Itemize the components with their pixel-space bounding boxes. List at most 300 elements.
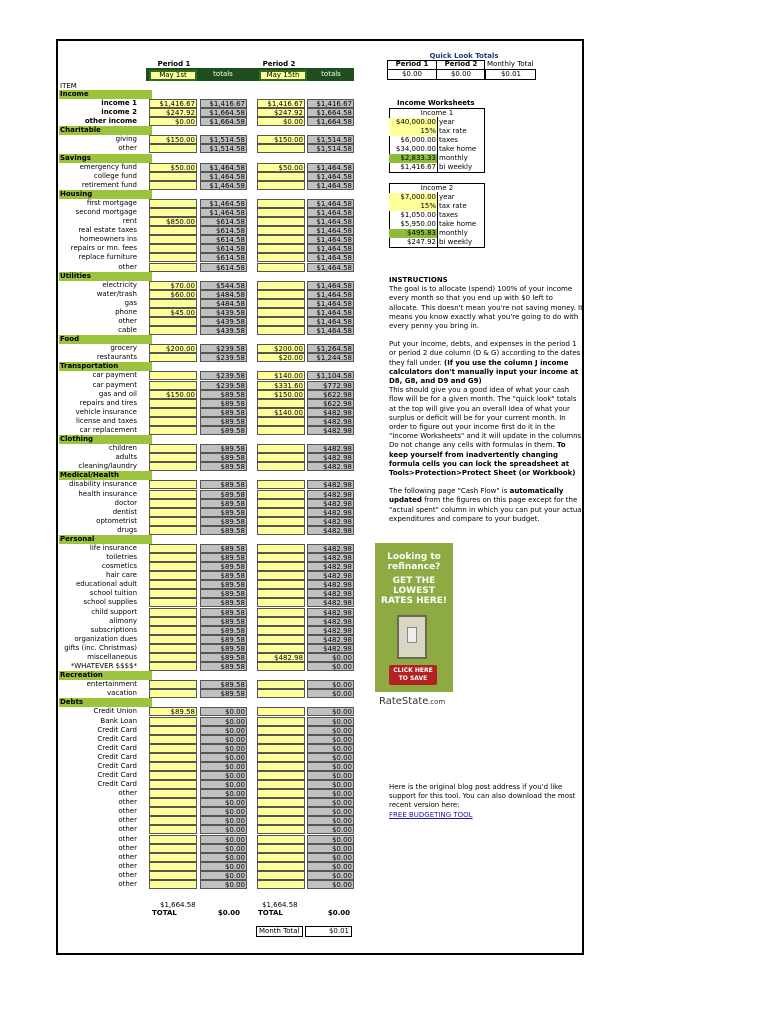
period1-total-cell: $0.00 [200, 735, 247, 744]
row-label: school tuition [89, 589, 137, 598]
period1-total-cell: $0.00 [200, 744, 247, 753]
inc2-label: year [439, 193, 455, 201]
period2-due-cell[interactable] [257, 726, 305, 735]
row-label: Credit Card [97, 771, 137, 779]
period1-due-cell[interactable]: $200.00 [149, 344, 197, 353]
period1-total-cell: $0.00 [200, 880, 247, 889]
period2-due-cell[interactable] [257, 825, 305, 834]
period2-due-cell[interactable] [257, 299, 305, 308]
row-label: vehicle insurance [75, 407, 137, 416]
period2-due-cell[interactable] [257, 707, 305, 716]
inc2-value[interactable]: 15% [389, 202, 437, 211]
period2-total-cell: $0.00 [307, 707, 354, 716]
period2-due-cell[interactable]: $20.00 [257, 353, 305, 362]
period2-due-cell[interactable] [257, 281, 305, 290]
period1-due-cell[interactable] [149, 453, 197, 462]
inc1-label: year [439, 118, 455, 126]
period1-due-cell[interactable] [149, 617, 197, 626]
row-label: subscriptions [90, 625, 137, 634]
period1-total-cell: $89.58 [200, 444, 247, 453]
ad-brand-name: RateState [379, 696, 429, 707]
period1-due-cell[interactable] [149, 862, 197, 871]
period2-total-cell: $1,464.58 [307, 163, 354, 172]
category-personal: Personal [59, 535, 152, 544]
period1-total: $0.00 [217, 909, 240, 917]
period1-due-cell[interactable] [149, 653, 197, 662]
instructions [389, 276, 584, 533]
period1-due-cell[interactable] [149, 735, 197, 744]
row-label: school supplies [83, 598, 137, 607]
period2-due-cell[interactable]: $140.00 [257, 371, 305, 380]
click-here-to-save-button[interactable]: CLICK HERE TO SAVE [389, 665, 437, 685]
period2-due-cell[interactable] [257, 816, 305, 825]
period2-due-cell[interactable]: $150.00 [257, 390, 305, 399]
period1-due-cell[interactable]: $150.00 [149, 135, 197, 144]
period2-due-cell[interactable] [257, 853, 305, 862]
period2-due-cell[interactable]: $140.00 [257, 408, 305, 417]
period1-due-cell[interactable] [149, 508, 197, 517]
period2-due-cell[interactable] [257, 399, 305, 408]
period1-due-cell[interactable] [149, 880, 197, 889]
period2-total-cell: $1,244.58 [307, 353, 354, 362]
period2-due-cell[interactable] [257, 717, 305, 726]
period2-due-cell[interactable]: $50.00 [257, 163, 305, 172]
period1-due-cell[interactable] [149, 353, 197, 362]
period1-due-cell[interactable] [149, 462, 197, 471]
period1-due-cell[interactable] [149, 789, 197, 798]
period1-total-cell: $0.00 [200, 835, 247, 844]
period2-due-cell[interactable] [257, 426, 305, 435]
row-label: Credit Card [97, 734, 137, 743]
period2-due-cell[interactable] [257, 880, 305, 889]
period2-due-cell[interactable] [257, 680, 305, 689]
row-label: income 1 [101, 99, 137, 108]
row-label: other income [84, 117, 137, 126]
row-label: cleaning/laundry [78, 462, 137, 471]
period2-due-cell[interactable] [257, 598, 305, 607]
period2-total-cell: $1,464.58 [307, 172, 354, 181]
period2-total-cell: $482.98 [307, 544, 354, 553]
period2-total-cell: $0.00 [307, 825, 354, 834]
period1-due-cell[interactable] [149, 417, 197, 426]
period1-due-cell[interactable] [149, 771, 197, 780]
period2-due-cell[interactable] [257, 635, 305, 644]
period1-total-cell: $89.58 [200, 598, 247, 607]
period2-total-cell: $0.00 [307, 717, 354, 726]
period2-due-cell[interactable] [257, 235, 305, 244]
period2-due-cell[interactable]: $482.98 [257, 653, 305, 662]
period2-due-cell[interactable] [257, 263, 305, 272]
period1-due-cell[interactable] [149, 317, 197, 326]
period2-due-cell[interactable] [257, 526, 305, 535]
period2-total-cell: $0.00 [307, 680, 354, 689]
inc1-label: monthly [439, 154, 468, 162]
period1-due-cell[interactable] [149, 172, 197, 181]
inc1-label: tax rate [439, 127, 467, 135]
row-label: miscellaneous [87, 652, 137, 661]
period2-due-cell[interactable] [257, 308, 305, 317]
quick-look-period2-header: Period 2 [444, 60, 478, 68]
inc2-label: bi weekly [439, 238, 473, 246]
period1-total-cell: $89.58 [200, 480, 247, 489]
period1-total-cell: $89.58 [200, 526, 247, 535]
inc2-value[interactable]: $7,000.00 [389, 193, 437, 202]
row-label: Credit Card [97, 761, 137, 770]
period2-due-cell[interactable] [257, 208, 305, 217]
row-label: disability insurance [69, 480, 137, 489]
row-label: restaurants [96, 353, 137, 362]
period1-due-cell[interactable] [149, 644, 197, 653]
period1-due-cell[interactable] [149, 480, 197, 489]
ad-brand [375, 692, 453, 712]
period2-due-cell[interactable] [257, 762, 305, 771]
row-label: repairs or mn. fees [70, 244, 137, 253]
period1-due-cell[interactable] [149, 816, 197, 825]
period2-due-cell[interactable] [257, 181, 305, 190]
period2-date[interactable]: May 15th [259, 70, 307, 81]
period2-total-cell: $0.00 [307, 735, 354, 744]
row-label: Credit Card [97, 752, 137, 761]
free-budgeting-tool-link[interactable]: FREE BUDGETING TOOL [389, 810, 473, 819]
period2-due-cell[interactable]: $331.60 [257, 381, 305, 390]
period1-due-cell[interactable] [149, 144, 197, 153]
period1-total-cell: $89.58 [200, 453, 247, 462]
period2-total-cell: $482.98 [307, 589, 354, 598]
period2-due-cell[interactable] [257, 771, 305, 780]
period2-total-cell: $1,514.58 [307, 135, 354, 144]
period2-total-cell: $0.00 [307, 780, 354, 789]
period1-due-cell[interactable] [149, 199, 197, 208]
period1-due-cell[interactable]: $70.00 [149, 281, 197, 290]
period1-total-cell: $614.58 [200, 244, 247, 253]
inc1-value[interactable]: 15% [389, 127, 437, 136]
category-recreation: Recreation [59, 671, 152, 680]
period2-due-cell[interactable] [257, 144, 305, 153]
quick-look-monthly-value: $0.01 [500, 70, 522, 78]
period1-due-cell[interactable] [149, 753, 197, 762]
category-food: Food [59, 335, 152, 344]
period1-due-cell[interactable] [149, 181, 197, 190]
period1-due-cell[interactable] [149, 208, 197, 217]
period1-due-cell[interactable] [149, 598, 197, 607]
row-label: retirement fund [81, 180, 137, 189]
period1-due-cell[interactable] [149, 680, 197, 689]
inc2-label: taxes [439, 211, 458, 219]
period1-due-cell[interactable] [149, 626, 197, 635]
row-label: health insurance [78, 489, 137, 498]
row-label: Credit Card [97, 725, 137, 734]
period2-due-cell[interactable] [257, 244, 305, 253]
period2-total-cell: $0.00 [307, 662, 354, 671]
category-income: Income [59, 90, 152, 99]
period2-total-cell: $482.98 [307, 617, 354, 626]
period2-due-cell[interactable] [257, 499, 305, 508]
period1-due-cell[interactable]: $150.00 [149, 390, 197, 399]
period2-due-cell[interactable] [257, 226, 305, 235]
period2-due-cell[interactable]: $150.00 [257, 135, 305, 144]
period2-due-cell[interactable] [257, 453, 305, 462]
period2-due-cell[interactable] [257, 444, 305, 453]
period1-due-cell[interactable] [149, 226, 197, 235]
period1-due-cell[interactable] [149, 326, 197, 335]
period2-due-cell[interactable] [257, 798, 305, 807]
inc1-value[interactable]: $40,000.00 [389, 118, 437, 127]
period2-total-cell: $0.00 [307, 862, 354, 871]
period2-due-cell[interactable] [257, 871, 305, 880]
period2-total-cell: $482.98 [307, 644, 354, 653]
period2-total-cell: $0.00 [307, 807, 354, 816]
period1-due-cell[interactable] [149, 544, 197, 553]
period1-total-cell: $89.58 [200, 517, 247, 526]
period2-due-cell[interactable] [257, 735, 305, 744]
period2-total-cell: $482.98 [307, 508, 354, 517]
ad-line-2: refinance? [387, 562, 441, 572]
period2-due-cell[interactable] [257, 462, 305, 471]
period1-due-cell[interactable] [149, 762, 197, 771]
refinance-ad[interactable] [375, 543, 453, 711]
row-label: other [118, 879, 137, 888]
period1-due-cell[interactable] [149, 253, 197, 262]
period2-due-cell[interactable] [257, 844, 305, 853]
period1-due-cell[interactable] [149, 853, 197, 862]
period2-total-cell: $1,464.58 [307, 244, 354, 253]
period2-due-cell[interactable] [257, 562, 305, 571]
period1-total-cell: $614.58 [200, 226, 247, 235]
period1-total-cell: $89.58 [200, 635, 247, 644]
row-label: organization dues [74, 634, 137, 643]
period1-due-cell[interactable] [149, 381, 197, 390]
blog-note-text: Here is the original blog post address if you'd like support for this tool. You can also download the most recent version here: [389, 783, 576, 810]
period2-due-cell[interactable]: $247.92 [257, 108, 305, 117]
period2-due-cell[interactable] [257, 689, 305, 698]
row-label: other [118, 789, 137, 798]
period1-due-cell[interactable]: $850.00 [149, 217, 197, 226]
period1-due-cell[interactable]: $50.00 [149, 163, 197, 172]
period1-due-cell[interactable] [149, 844, 197, 853]
period1-due-cell[interactable] [149, 780, 197, 789]
period2-due-cell[interactable] [257, 835, 305, 844]
period2-due-cell[interactable] [257, 217, 305, 226]
period1-total-cell: $89.58 [200, 580, 247, 589]
period2-due-cell[interactable] [257, 662, 305, 671]
period2-total-cell: $1,464.58 [307, 281, 354, 290]
period1-due-cell[interactable] [149, 635, 197, 644]
period2-due-cell[interactable] [257, 789, 305, 798]
period1-totals-header: totals [213, 70, 233, 78]
period1-total-cell: $89.58 [200, 390, 247, 399]
period1-due-cell[interactable] [149, 825, 197, 834]
period2-due-cell[interactable] [257, 744, 305, 753]
period1-due-cell[interactable] [149, 371, 197, 380]
period1-due-cell[interactable] [149, 744, 197, 753]
period2-due-cell[interactable] [257, 490, 305, 499]
period1-due-cell[interactable] [149, 526, 197, 535]
period2-due-cell[interactable] [257, 589, 305, 598]
instructions-para-3: The following page "Cash Flow" is automatically updated from the figures on this page except for the "actual spent" column in which you can put your actual expenditures and compare to your budget. [389, 487, 584, 523]
instructions-para-2: Put your income, debts, and expenses in the period 1 or period 2 due column (D & G) according to the dates they fall under. (If you use the column J income calculators don't manually input your income at D8, G8, and D9 and G9) This should give you a good idea of what your cash flow will be for a given month. The "quick look" totals at the top will give you an overall idea of what your surplus or deficit will be for your current month. In order to figure out your income first do it in the "Income Worksheets" and it will update in the columns. Do not change any cells with formulas in them. To keep yourself from inadvertently changing formula cells you can lock the spreadsheet at Tools>Protection>Protect Sheet (or Workbook) [389, 340, 584, 478]
period1-due-cell[interactable]: $0.00 [149, 117, 197, 126]
ad-line-1: Looking to [387, 552, 441, 562]
category-clothing: Clothing [59, 435, 152, 444]
period1-due-cell[interactable] [149, 689, 197, 698]
period1-due-cell[interactable]: $45.00 [149, 308, 197, 317]
period1-due-cell[interactable] [149, 871, 197, 880]
category-housing: Housing [59, 190, 152, 199]
period1-total-cell: $89.58 [200, 562, 247, 571]
period2-total-cell: $1,416.67 [307, 99, 354, 108]
period1-due-cell[interactable] [149, 490, 197, 499]
period1-total-cell: $89.58 [200, 608, 247, 617]
inc2-value: $247.92 [407, 238, 436, 246]
period1-due-cell[interactable]: $89.58 [149, 707, 197, 716]
period1-due-cell[interactable] [149, 408, 197, 417]
period2-due-cell[interactable] [257, 626, 305, 635]
period2-total-cell: $482.98 [307, 580, 354, 589]
period2-due-cell[interactable] [257, 862, 305, 871]
period1-due-cell[interactable] [149, 835, 197, 844]
period1-due-cell[interactable] [149, 553, 197, 562]
ad-brand-suffix: .com [428, 698, 446, 706]
period1-due-cell[interactable] [149, 580, 197, 589]
row-label: rent [122, 217, 137, 226]
period2-due-cell[interactable] [257, 253, 305, 262]
period1-due-cell[interactable]: $1,416.67 [149, 99, 197, 108]
period2-due-cell[interactable] [257, 644, 305, 653]
period1-due-cell[interactable] [149, 263, 197, 272]
period2-total-cell: $482.98 [307, 598, 354, 607]
period1-total-cell: $614.58 [200, 217, 247, 226]
period2-total-cell: $0.00 [307, 653, 354, 662]
row-label: doctor [114, 498, 137, 507]
period1-due-cell[interactable] [149, 717, 197, 726]
period2-due-cell[interactable] [257, 508, 305, 517]
period2-due-cell[interactable] [257, 172, 305, 181]
inc2-label: monthly [439, 229, 468, 237]
period1-due-cell[interactable] [149, 244, 197, 253]
period2-due-cell[interactable] [257, 780, 305, 789]
inc1-value: $6,000.00 [400, 136, 436, 144]
period1-total-cell: $89.58 [200, 544, 247, 553]
period1-total-cell: $0.00 [200, 844, 247, 853]
period1-total-cell: $239.58 [200, 371, 247, 380]
period1-total-cell: $89.58 [200, 553, 247, 562]
period2-due-cell[interactable]: $1,416.67 [257, 99, 305, 108]
period1-due-cell[interactable] [149, 517, 197, 526]
period1-total-cell: $0.00 [200, 871, 247, 880]
period1-due-cell[interactable] [149, 608, 197, 617]
inc1-value: $34,000.00 [395, 145, 436, 153]
period2-due-cell[interactable] [257, 317, 305, 326]
period2-due-cell[interactable]: $0.00 [257, 117, 305, 126]
period2-due-cell[interactable] [257, 571, 305, 580]
period1-date[interactable]: May 1st [149, 70, 197, 81]
period2-due-cell[interactable] [257, 608, 305, 617]
period1-due-cell[interactable] [149, 235, 197, 244]
period1-due-cell[interactable]: $247.92 [149, 108, 197, 117]
period2-total-cell: $1,464.58 [307, 290, 354, 299]
period1-due-cell[interactable] [149, 562, 197, 571]
row-label: water/trash [96, 289, 137, 298]
period2-due-cell[interactable] [257, 290, 305, 299]
period1-due-cell[interactable] [149, 299, 197, 308]
period1-due-cell[interactable] [149, 499, 197, 508]
period2-due-cell[interactable] [257, 517, 305, 526]
row-label: college fund [93, 171, 137, 180]
period2-total-cell: $482.98 [307, 626, 354, 635]
period1-due-cell[interactable] [149, 399, 197, 408]
period2-due-cell[interactable] [257, 480, 305, 489]
row-label: giving [115, 135, 137, 144]
inc2-value: $495.83 [389, 229, 437, 238]
period2-total-cell: $1,464.58 [307, 326, 354, 335]
item-header: ITEM [60, 82, 77, 90]
row-label: alimony [109, 616, 137, 625]
row-label: adults [115, 453, 137, 462]
period1-total-cell: $0.00 [200, 717, 247, 726]
row-label: first mortgage [86, 198, 137, 207]
period1-total-cell: $89.58 [200, 508, 247, 517]
period1-due-cell[interactable] [149, 726, 197, 735]
period2-total-cell: $1,464.58 [307, 308, 354, 317]
period1-total-cell: $89.58 [200, 653, 247, 662]
period1-due-cell[interactable] [149, 571, 197, 580]
instructions-para-1: The goal is to allocate (spend) 100% of your income every month so that you end up with $0 left to allocate. This doesn't mean you're not saving money. It means you know exactly what you're going to do with every penny you bring in. [389, 285, 583, 331]
period2-due-cell[interactable] [257, 544, 305, 553]
period2-total-cell: $0.00 [307, 844, 354, 853]
period2-sum: $1,664.58 [262, 901, 298, 909]
category-medical-health: Medical/Health [59, 471, 152, 480]
budget-sheet [56, 39, 584, 955]
month-total-value: $0.01 [305, 926, 352, 937]
row-label: gas [124, 298, 137, 307]
period1-due-cell[interactable] [149, 589, 197, 598]
period2-due-cell[interactable] [257, 580, 305, 589]
period2-due-cell[interactable] [257, 617, 305, 626]
row-label: vacation [107, 689, 137, 698]
period1-due-cell[interactable] [149, 798, 197, 807]
period1-due-cell[interactable] [149, 444, 197, 453]
row-label: dentist [112, 507, 137, 516]
period2-due-cell[interactable] [257, 417, 305, 426]
row-label: hair care [106, 571, 137, 580]
quick-look-period1-value: $0.00 [401, 70, 423, 78]
period1-due-cell[interactable]: $60.00 [149, 290, 197, 299]
period1-due-cell[interactable] [149, 662, 197, 671]
period2-due-cell[interactable] [257, 326, 305, 335]
period2-total-cell: $482.98 [307, 490, 354, 499]
row-label: gas and oil [98, 389, 137, 398]
quick-look-title: Quick Look Totals [429, 52, 499, 60]
period2-total-cell: $482.98 [307, 517, 354, 526]
period1-due-cell[interactable] [149, 807, 197, 816]
period1-total-cell: $439.58 [200, 326, 247, 335]
row-label: other [118, 870, 137, 879]
period1-due-cell[interactable] [149, 426, 197, 435]
row-label: children [108, 444, 137, 453]
period2-due-cell[interactable] [257, 807, 305, 816]
period2-due-cell[interactable]: $200.00 [257, 344, 305, 353]
period1-total-cell: $614.58 [200, 253, 247, 262]
period1-total-cell: $484.58 [200, 290, 247, 299]
period2-total-cell: $0.00 [307, 871, 354, 880]
period1-total-cell: $544.58 [200, 281, 247, 290]
row-label: phone [115, 307, 137, 316]
period2-due-cell[interactable] [257, 553, 305, 562]
row-label: Credit Card [97, 743, 137, 752]
period2-due-cell[interactable] [257, 199, 305, 208]
period2-due-cell[interactable] [257, 753, 305, 762]
period2-totals-header: totals [321, 70, 341, 78]
